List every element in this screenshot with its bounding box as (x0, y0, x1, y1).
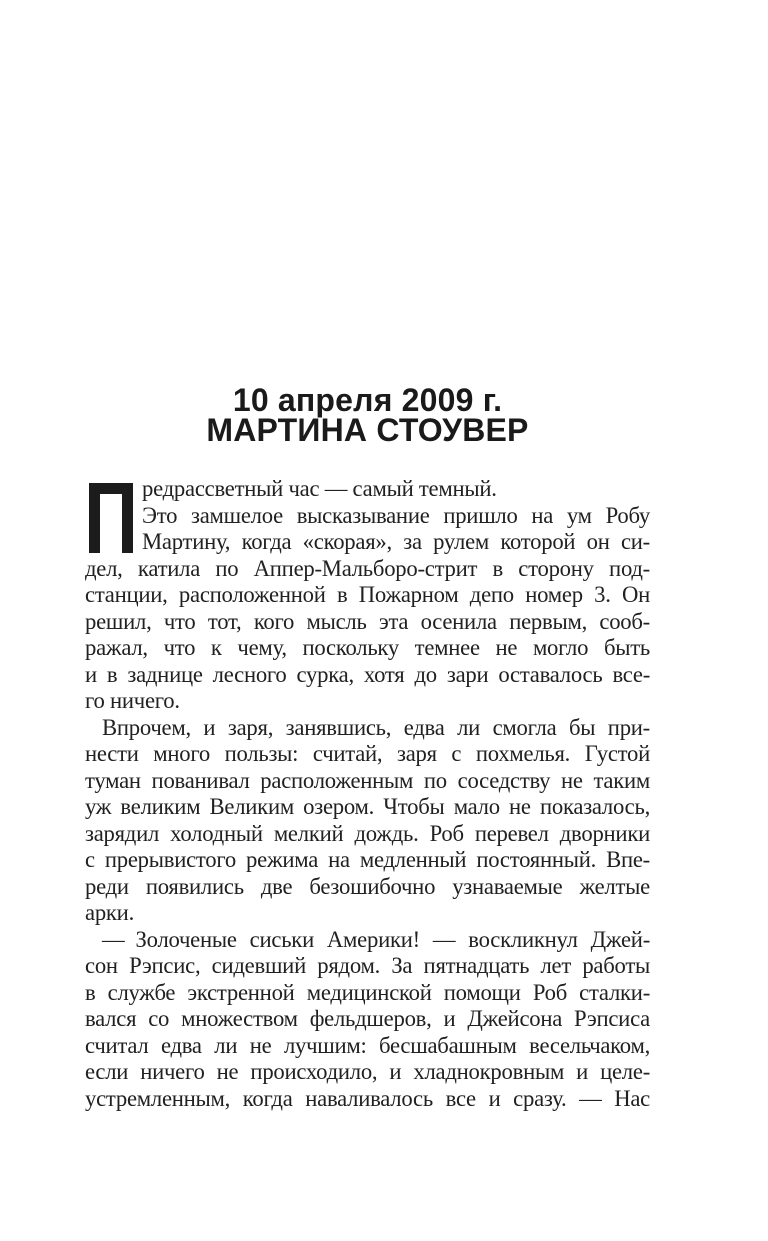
text-line: Мартину, когда «скорая», за рулем которой он си- (142, 529, 650, 554)
text-line: сон Рэпсис, сидевший рядом. За пятнадцать лет работы (85, 953, 650, 978)
text-line: Впрочем, и заря, занявшись, едва ли смогла бы при- (102, 714, 650, 740)
drop-cap (89, 483, 133, 553)
text-line: дел, катила по Аппер-Мальборо-стрит в сторону под- (85, 555, 650, 581)
chapter-heading (85, 382, 650, 448)
text-line: вался со множеством фельдшеров, и Джейсона Рэпсиса (85, 1006, 650, 1031)
body-text (85, 476, 650, 1112)
text-line: арки. (85, 900, 134, 925)
text-line: туман пованивал расположенным по соседству не таким (85, 767, 650, 793)
text-line: ражал, что к чему, поскольку темнее не могло быть (85, 635, 650, 660)
text-line: редрассветный час — самый темный. (142, 476, 497, 501)
text-line: и в заднице лесного сурка, хотя до зари оставалось все- (85, 661, 650, 687)
text-line: считал едва ли не лучшим: бесшабашным весельчаком, (85, 1032, 650, 1058)
text-line: — Золоченые сиськи Америки! — воскликнул Джей- (102, 926, 650, 952)
text-line: нести много пользы: считай, заря с похмелья. Густой (85, 741, 650, 766)
drop-cap-letter (100, 494, 101, 495)
text-line: го ничего. (85, 688, 180, 713)
text-line: реди появились две безошибочно узнаваемые желтые (85, 873, 650, 899)
text-line: решил, что тот, кого мысль эта осенила первым, сооб- (85, 608, 650, 634)
text-line: зарядил холодный мелкий дождь. Роб перевел дворники (85, 820, 650, 846)
text-line: в службе экстренной медицинской помощи Роб сталки- (85, 979, 650, 1005)
text-line: Это замшелое высказывание пришло на ум Робу (142, 502, 650, 528)
text-line: с прерывистого режима на медленный постоянный. Впе- (85, 847, 650, 872)
chapter-date: 10 апреля 2009 г. (232, 382, 503, 418)
paragraphs (85, 476, 650, 1112)
text-line: уж великим Великим озером. Чтобы мало не показалось, (85, 794, 650, 819)
text-line: если ничего не происходило, и хладнокровным и целе- (85, 1059, 650, 1084)
chapter-title: МАРТИНА СТОУВЕР (206, 412, 529, 448)
text-line: устремленным, когда наваливалось все и сразу. — Нас (85, 1085, 650, 1111)
text-line: станции, расположенной в Пожарном депо номер 3. Он (85, 582, 650, 607)
